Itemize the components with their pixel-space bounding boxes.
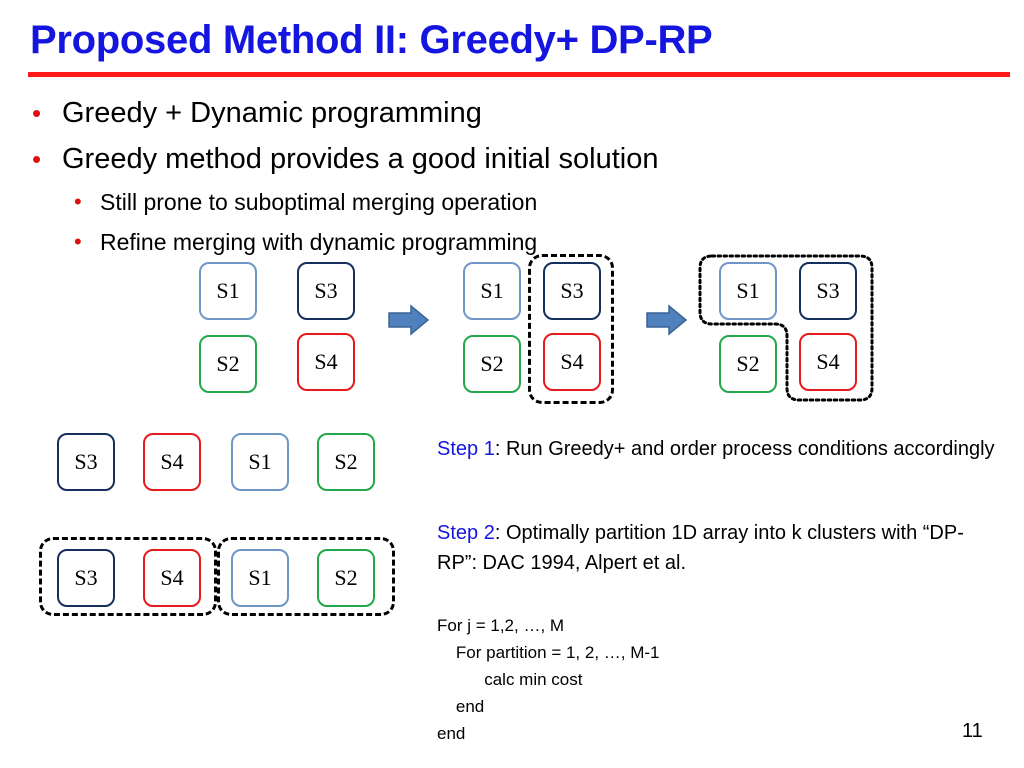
box-s3: S3 [297, 262, 355, 320]
box-s4: S4 [297, 333, 355, 391]
bullet-marker: • [74, 189, 82, 214]
bullet-item [30, 90, 658, 136]
page-number: 11 [962, 720, 983, 742]
step-1-description [437, 434, 997, 464]
box-s2: S2 [463, 335, 521, 393]
bullet-text: Greedy + Dynamic programming [62, 97, 482, 129]
code-line: For partition = 1, 2, …, M-1 [437, 643, 660, 662]
code-line: calc min cost [437, 670, 583, 689]
code-line: For j = 1,2, …, M [437, 616, 565, 635]
box-s1: S1 [199, 262, 257, 320]
title-underline [28, 72, 1010, 77]
box-s4: S4 [143, 549, 201, 607]
box-s3: S3 [799, 262, 857, 320]
box-s4: S4 [543, 333, 601, 391]
bullet-marker: • [32, 98, 42, 128]
bullet-marker: • [32, 144, 42, 174]
box-s4: S4 [799, 333, 857, 391]
box-s3: S3 [57, 549, 115, 607]
box-s1: S1 [231, 549, 289, 607]
step-2-text: : Optimally partition 1D array into k clusters with “DP-RP”: DAC 1994, Alpert et al. [437, 522, 964, 574]
box-s3: S3 [57, 433, 115, 491]
bullet-item [30, 136, 658, 182]
bullet-marker: • [74, 229, 82, 254]
step-1-label: Step 1 [437, 438, 495, 460]
box-s2: S2 [719, 335, 777, 393]
box-s2: S2 [317, 549, 375, 607]
sub-bullet-text: Still prone to suboptimal merging operation [100, 189, 538, 215]
code-line: end [437, 724, 466, 743]
right-arrow-icon [645, 304, 689, 336]
slide-title: Proposed Method II: Greedy+ DP-RP [30, 18, 713, 62]
box-s4: S4 [143, 433, 201, 491]
box-s1: S1 [719, 262, 777, 320]
box-s1: S1 [231, 433, 289, 491]
right-arrow-icon [387, 304, 431, 336]
step-2-label: Step 2 [437, 522, 495, 544]
sub-bullet-item [30, 182, 658, 222]
box-s3: S3 [543, 262, 601, 320]
box-s2: S2 [317, 433, 375, 491]
box-s2: S2 [199, 335, 257, 393]
step-2-description [437, 518, 997, 578]
code-line: end [437, 697, 485, 716]
box-s1: S1 [463, 262, 521, 320]
bullet-text: Greedy method provides a good initial solution [62, 143, 659, 175]
bullet-list [30, 90, 658, 262]
sub-bullet-text: Refine merging with dynamic programming [100, 229, 538, 255]
pseudocode-block [437, 612, 660, 747]
step-1-text: : Run Greedy+ and order process conditions accordingly [494, 438, 995, 460]
